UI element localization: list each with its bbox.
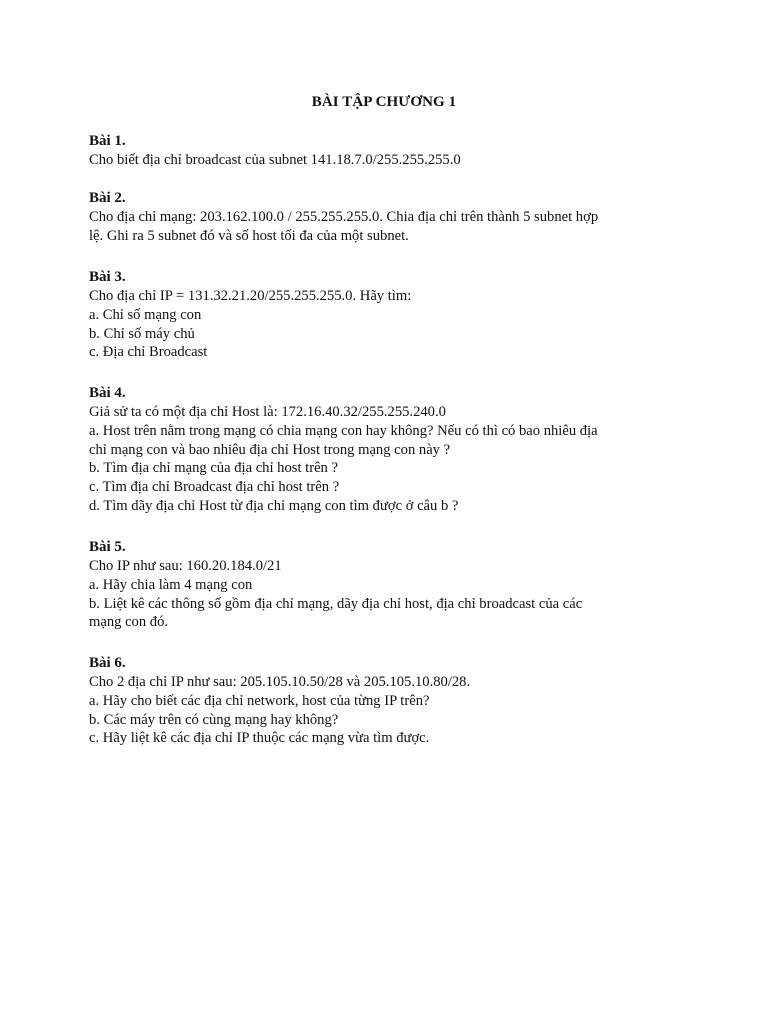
exercise-3 xyxy=(89,268,709,362)
exercise-text-line: a. Host trên nằm trong mạng có chia mạng con hay không? Nếu có thì có bao nhiêu địa xyxy=(89,422,598,439)
exercise-text-line: Cho IP như sau: 160.20.184.0/21 xyxy=(89,558,282,574)
exercise-5 xyxy=(89,538,709,632)
exercise-text-line: b. Các máy trên có cùng mạng hay không? xyxy=(89,711,339,728)
exercise-text-line: c. Hãy liệt kê các địa chỉ IP thuộc các mạng vừa tìm được. xyxy=(89,730,430,747)
exercise-text-line: lệ. Ghi ra 5 subnet đó và số host tối đa của một subnet. xyxy=(89,227,409,244)
exercise-text-line: Giả sử ta có một địa chỉ Host là: 172.16.40.32/255.255.240.0 xyxy=(89,404,446,420)
exercise-text-line: Cho địa chỉ IP = 131.32.21.20/255.255.255.0. Hãy tìm: xyxy=(89,288,412,304)
exercise-heading: Bài 2. xyxy=(89,190,126,206)
exercise-heading: Bài 1. xyxy=(89,133,126,149)
exercise-1 xyxy=(89,132,709,170)
exercise-text-line: b. Chỉ số máy chủ xyxy=(89,325,195,342)
exercise-text-line: d. Tìm dãy địa chỉ Host từ địa chỉ mạng con tìm được ở câu b ? xyxy=(89,497,459,514)
exercise-text-line: a. Chỉ số mạng con xyxy=(89,306,202,323)
exercise-6 xyxy=(89,654,709,748)
exercise-text-line: Cho địa chỉ mạng: 203.162.100.0 / 255.255.255.0. Chia địa chỉ trên thành 5 subnet hợp xyxy=(89,209,599,225)
exercise-heading: Bài 3. xyxy=(89,269,126,285)
exercise-2 xyxy=(89,189,709,246)
exercise-text-line: c. Địa chỉ Broadcast xyxy=(89,344,208,361)
exercise-text-line: chỉ mạng con và bao nhiêu địa chỉ Host trong mạng con này ? xyxy=(89,441,451,458)
exercise-text-line: c. Tìm địa chỉ Broadcast địa chỉ host trên ? xyxy=(89,479,340,496)
exercise-text-line: b. Liệt kê các thông số gồm địa chỉ mạng, dãy địa chỉ host, địa chỉ broadcast của các xyxy=(89,595,583,612)
exercise-heading: Bài 5. xyxy=(89,539,126,555)
exercise-4 xyxy=(89,384,709,516)
document-title: BÀI TẬP CHƯƠNG 1 xyxy=(311,94,457,110)
exercise-text-line: a. Hãy chia làm 4 mạng con xyxy=(89,576,253,593)
exercise-text-line: b. Tìm địa chỉ mạng của địa chỉ host trên ? xyxy=(89,460,338,477)
exercise-text-line: Cho biết địa chỉ broadcast của subnet 141.18.7.0/255.255.255.0 xyxy=(89,152,461,168)
exercise-heading: Bài 6. xyxy=(89,655,126,671)
exercise-text-line: mạng con đó. xyxy=(89,614,169,631)
exercise-text-line: Cho 2 địa chỉ IP như sau: 205.105.10.50/28 và 205.105.10.80/28. xyxy=(89,674,471,690)
exercise-heading: Bài 4. xyxy=(89,385,126,401)
exercise-text-line: a. Hãy cho biết các địa chỉ network, host của từng IP trên? xyxy=(89,692,430,709)
